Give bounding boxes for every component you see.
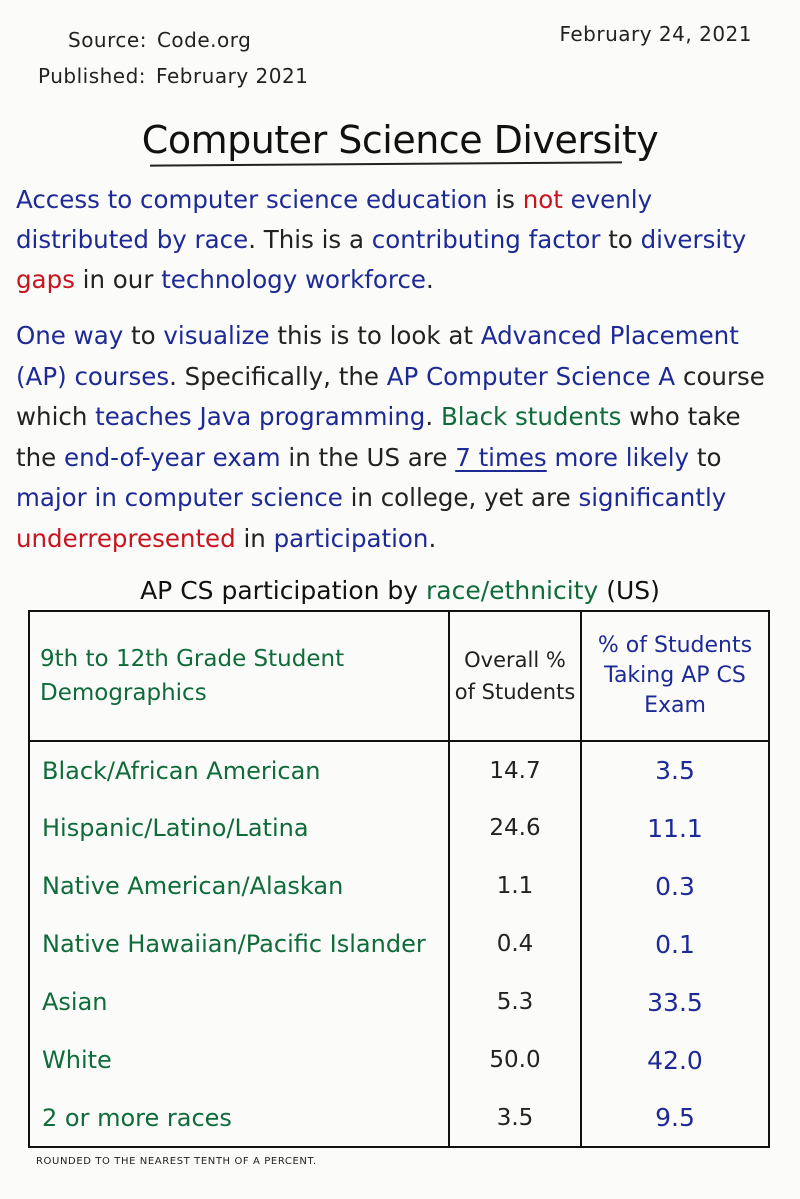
row-ap-cell: 9.5 — [655, 1103, 695, 1132]
published-label: Published: — [38, 64, 147, 88]
detail-paragraph-segment: teaches Java programming — [95, 402, 426, 431]
table-row — [29, 973, 769, 1031]
table-title-suffix: (US) — [598, 576, 660, 605]
source-value: Code.org — [156, 28, 252, 52]
header-overall-line2: of Students — [454, 680, 576, 704]
detail-paragraph-segment — [547, 443, 555, 472]
detail-paragraph-segment: participation — [273, 523, 429, 553]
intro-paragraph-segment: to — [600, 225, 641, 254]
detail-paragraph-segment: course which — [16, 361, 765, 431]
table-row — [29, 915, 769, 973]
detail-paragraph-segment: significantly — [578, 483, 727, 512]
detail-paragraph-segment: . Specifically, the — [169, 361, 387, 391]
header-demographics — [29, 611, 449, 741]
source-line — [68, 28, 251, 52]
detail-paragraph-segment: to — [123, 321, 164, 350]
table-title — [0, 576, 800, 605]
table-title-prefix: AP CS participation by — [140, 576, 427, 605]
intro-paragraph — [16, 180, 776, 300]
intro-paragraph-segment: Access to computer science education — [16, 185, 488, 214]
detail-paragraph-segment: Advanced Placement (AP) courses — [16, 321, 739, 391]
detail-paragraph-segment: . — [428, 523, 437, 553]
detail-paragraph — [16, 316, 776, 559]
table-row — [29, 1089, 769, 1147]
table-row — [29, 799, 769, 857]
detail-paragraph-segment: to — [689, 442, 722, 472]
table-row — [29, 857, 769, 915]
row-group-cell: Native American/Alaskan — [29, 857, 449, 915]
detail-paragraph-segment: major in computer science — [16, 483, 343, 512]
row-group-cell: 2 or more races — [29, 1089, 449, 1147]
page-title: Computer Science Diversity — [141, 118, 659, 162]
table-row — [29, 741, 769, 799]
row-overall-cell: 3.5 — [449, 1089, 581, 1147]
detail-paragraph-segment: in college, yet are — [342, 483, 579, 512]
detail-paragraph-segment: One way — [16, 321, 124, 350]
detail-paragraph-segment: AP Computer Science A — [386, 361, 676, 391]
header-overall-line1: Overall % — [464, 648, 566, 672]
row-ap-cell: 33.5 — [647, 987, 703, 1017]
table-title-highlight: race/ethnicity — [426, 576, 599, 605]
intro-paragraph-segment: . This is a — [248, 225, 372, 254]
source-label: Source: — [68, 28, 147, 52]
detail-paragraph-segment: end-of-year exam — [64, 442, 281, 472]
row-group-cell: Black/African American — [29, 741, 449, 799]
detail-paragraph-segment: 7 times — [455, 442, 547, 472]
row-group-cell: Asian — [29, 973, 449, 1031]
row-ap-cell: 0.1 — [655, 929, 695, 959]
detail-paragraph-segment: Black students — [440, 402, 622, 431]
published-line — [38, 64, 308, 88]
detail-paragraph-segment: visualize — [163, 321, 270, 350]
intro-paragraph-segment: . — [426, 265, 434, 294]
row-ap-cell: 3.5 — [655, 756, 695, 785]
row-overall-cell: 50.0 — [449, 1031, 581, 1089]
row-overall-cell: 0.4 — [449, 915, 581, 973]
header-ap-line3: Exam — [644, 693, 706, 718]
header-overall — [449, 611, 581, 741]
intro-paragraph-segment: technology workforce — [161, 265, 426, 294]
date: February 24, 2021 — [559, 22, 752, 46]
row-overall-cell: 24.6 — [449, 799, 581, 857]
detail-paragraph-segment: underrepresented — [16, 523, 236, 553]
published-value: February 2021 — [156, 64, 309, 88]
participation-table — [28, 610, 770, 1148]
intro-paragraph-segment: contributing factor — [371, 225, 601, 254]
detail-paragraph-segment: who take the — [16, 402, 741, 472]
row-group-cell: Hispanic/Latino/Latina — [29, 799, 449, 857]
table-body — [29, 741, 769, 1147]
detail-paragraph-segment: in — [235, 523, 274, 553]
detail-paragraph-segment: more likely — [554, 442, 690, 472]
detail-paragraph-segment: in the US are — [280, 442, 456, 472]
detail-paragraph-segment: this is to look at — [269, 321, 481, 350]
row-ap-cell: 0.3 — [655, 871, 695, 901]
row-ap-cell: 42.0 — [647, 1045, 703, 1075]
intro-paragraph-segment: gaps — [16, 265, 75, 294]
header-ap-line2: Taking AP CS — [604, 663, 746, 688]
row-overall-cell: 5.3 — [449, 973, 581, 1031]
footnote: ROUNDED TO THE NEAREST TENTH OF A PERCENT. — [36, 1156, 317, 1167]
header-ap-line1: % of Students — [597, 633, 753, 658]
row-overall-cell: 14.7 — [449, 741, 581, 799]
intro-paragraph-segment: not — [522, 185, 563, 214]
row-overall-cell: 1.1 — [449, 857, 581, 915]
row-ap-cell: 11.1 — [647, 813, 703, 843]
header-demographics-line1: 9th to 12th Grade Student — [40, 646, 345, 672]
table-header-row — [29, 611, 769, 741]
detail-paragraph-segment: . — [425, 402, 441, 431]
row-group-cell: White — [29, 1031, 449, 1089]
title-underline — [150, 161, 622, 166]
intro-paragraph-segment: is — [487, 185, 523, 214]
row-group-cell: Native Hawaiian/Pacific Islander — [29, 915, 449, 973]
intro-paragraph-segment: diversity — [640, 225, 747, 254]
intro-paragraph-segment: evenly distributed by — [16, 185, 653, 254]
intro-paragraph-segment: in our — [74, 265, 162, 294]
header-demographics-line2: Demographics — [40, 680, 207, 706]
intro-paragraph-segment: race — [194, 225, 249, 254]
header-ap — [581, 611, 769, 741]
table-row — [29, 1031, 769, 1089]
